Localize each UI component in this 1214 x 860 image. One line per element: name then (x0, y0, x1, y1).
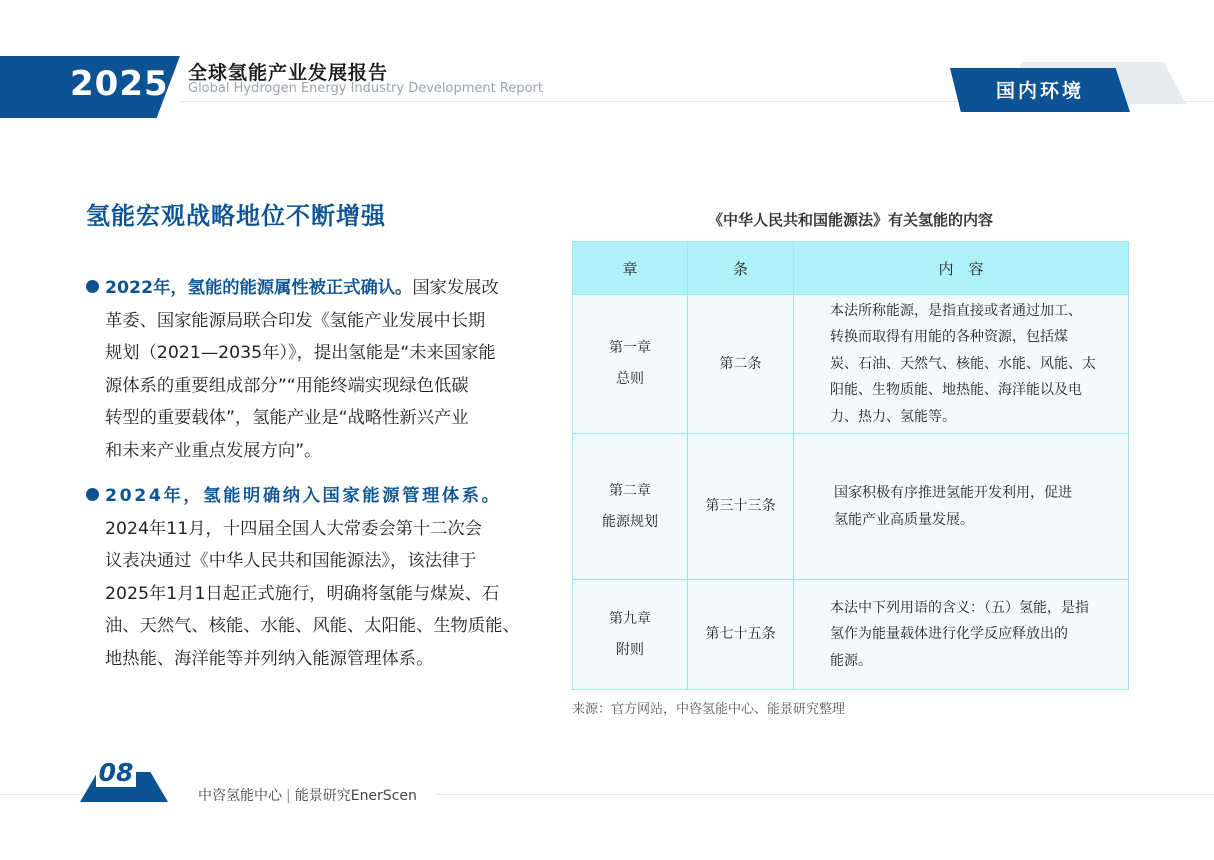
header-chapter: 章 (573, 242, 688, 295)
content-line: 氢能产业高质量发展。 (834, 511, 974, 528)
section-label: 国内环境 (995, 80, 1084, 102)
chapter-title: 能源规划 (602, 513, 658, 530)
footer-separator: | (286, 788, 291, 804)
article-cell: 第七十五条 (688, 580, 794, 690)
content-line: 力、热力、氢能等。 (830, 408, 956, 425)
footer-org-1: 中咨氢能中心 (198, 788, 282, 804)
content-cell (794, 295, 1129, 434)
footer-divider-left (0, 794, 80, 795)
bullet-dot-icon (86, 488, 99, 501)
bullet-line: 和未来产业重点发展方向”。 (105, 440, 322, 461)
bullet-dot-icon (86, 280, 99, 293)
chapter-title: 总则 (616, 371, 644, 387)
header-content: 内 容 (794, 242, 1129, 295)
bullet-line: 油、天然气、核能、水能、风能、太阳能、生物质能、 (105, 616, 520, 637)
chapter-cell (573, 580, 688, 690)
table-caption: 《中华人民共和国能源法》有关氢能的内容 (707, 211, 993, 229)
chapter-cell (573, 295, 688, 434)
bullet-line: 2024年11月，十四届全国人大常委会第十二次会 (105, 518, 483, 539)
bullet-line: 革委、国家能源局联合印发《氢能产业发展中长期 (105, 310, 486, 331)
header-article: 条 (688, 242, 794, 295)
content-cell (794, 580, 1129, 690)
footer-divider-right (436, 794, 1214, 795)
bullet-line: 议表决通过《中华人民共和国能源法》，该法律于 (105, 551, 477, 572)
bullet-line: 2025年1月1日起正式施行，明确将氢能与煤炭、石 (105, 583, 500, 604)
chapter-cell (573, 434, 688, 580)
page-number (80, 758, 152, 787)
content-line: 炭、石油、天然气、核能、水能、风能、太 (830, 355, 1096, 372)
bullet-text: 国家发展改 (412, 278, 499, 298)
article-cell: 第三十三条 (688, 434, 794, 580)
chapter-number: 第九章 (609, 610, 651, 627)
bullet-paragraph-2024 (86, 480, 526, 676)
chapter-number: 第一章 (609, 340, 651, 356)
bullet-line: 地热能、海洋能等并列纳入能源管理体系。 (105, 648, 434, 669)
report-year: 2025 (70, 64, 169, 104)
article-cell: 第二条 (688, 295, 794, 434)
content-line: 能源。 (830, 652, 872, 669)
bullet-line: 规划（2021—2035年）》，提出氢能是“未来国家能 (105, 343, 496, 364)
table-row (573, 295, 1129, 434)
content-line: 阳能、生物质能、地热能、海洋能以及电 (830, 382, 1082, 399)
page-heading: 氢能宏观战略地位不断增强 (86, 202, 386, 230)
bullet-lead: 2022年，氢能的能源属性被正式确认。 (105, 278, 413, 298)
bullet-line: 源体系的重要组成部分”“用能终端实现绿色低碳 (105, 375, 469, 396)
chapter-number: 第二章 (609, 482, 651, 499)
bullet-line: 转型的重要载体”，氢能产业是“战略性新兴产业 (105, 408, 469, 429)
chapter-title: 附则 (616, 641, 644, 658)
content-cell (794, 434, 1129, 580)
table-row (573, 580, 1129, 690)
content-line: 国家积极有序推进氢能开发利用，促进 (834, 485, 1072, 501)
table-source-note: 来源：官方网站，中咨氢能中心、能景研究整理 (572, 702, 846, 717)
content-line: 本法中下列用语的含义：（五）氢能，是指 (830, 599, 1089, 616)
table-row (573, 434, 1129, 580)
bullet-lead: 2024年，氢能明确纳入国家能源管理体系。 (105, 486, 502, 506)
footer-organizations (198, 785, 417, 805)
report-subtitle: Global Hydrogen Energy Industry Development Report (188, 81, 543, 96)
footer-org-2: 能景研究EnerScen (294, 788, 417, 804)
table-header-row (573, 242, 1129, 295)
page-number-text: 08 (96, 758, 137, 787)
content-line: 氢作为能量载体进行化学反应释放出的 (830, 626, 1068, 643)
content-line: 转换而取得有用能的各种资源，包括煤 (830, 329, 1068, 346)
energy-law-table (572, 241, 1129, 690)
report-title: 全球氢能产业发展报告 (188, 62, 389, 84)
bullet-paragraph-2022 (86, 272, 526, 468)
content-line: 本法所称能源，是指直接或者通过加工、 (830, 302, 1082, 319)
